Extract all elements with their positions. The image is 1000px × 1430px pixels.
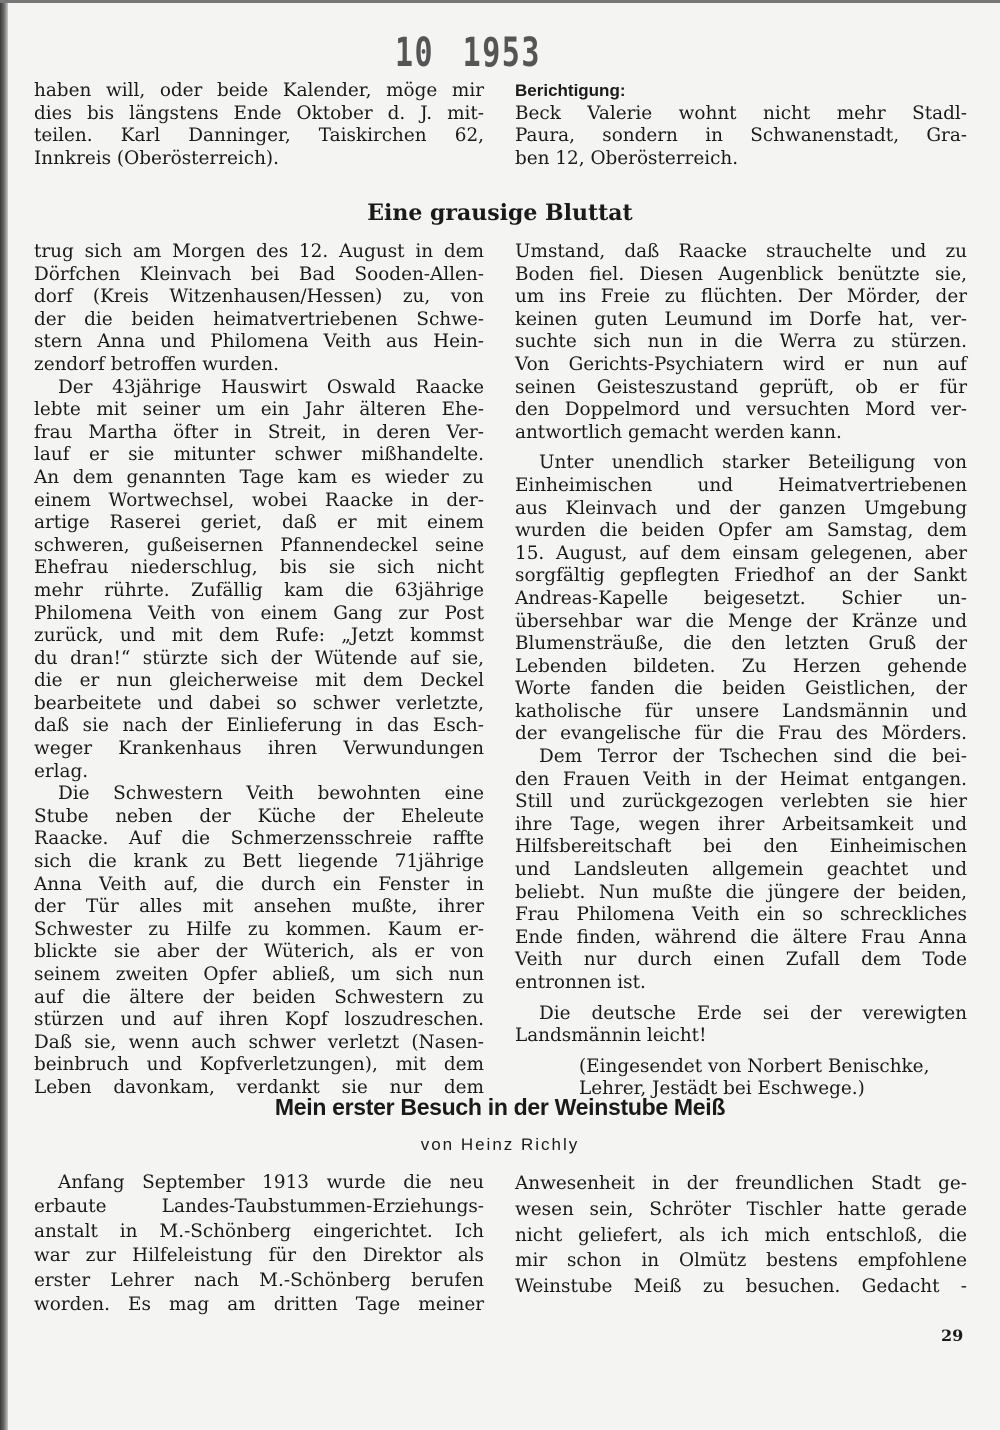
text-line: Daß sie, wenn auch schwer verletzt (Nasen-: [34, 1031, 484, 1053]
text-line: übersehbar war die Menge der Kränze und: [515, 610, 967, 632]
text-line: mehr rührte. Zufällig kam die 63jährige: [34, 579, 484, 601]
text-line: Schwester zu Hilfe zu kommen. Kaum er-: [34, 918, 484, 940]
page-number: 29: [941, 1326, 964, 1345]
text-line: Ende finden, während die ältere Frau Anna: [515, 926, 967, 948]
text-line: der Tür alles mit ansehen mußte, ihrer: [34, 896, 484, 918]
text-line: der evangelische für die Frau des Mörders.: [515, 723, 967, 745]
article2-right-column: [515, 1171, 967, 1300]
text-line: Weinstube Meiß zu besuchen. Gedacht -: [515, 1276, 967, 1298]
text-line: stürzen und auf ihren Kopf loszudreschen.: [34, 1009, 484, 1031]
text-line: Worte fanden die beiden Geistlichen, der: [515, 678, 967, 700]
text-line: dorf (Kreis Witzenhausen/Hessen) zu, von: [34, 286, 484, 308]
page-top-edge: [0, 0, 1000, 3]
text-line: stern Anna und Philomena Veith aus Hein-: [34, 331, 484, 353]
text-line: keinen guten Leumund im Dorfe hat, ver-: [515, 308, 967, 330]
text-line: ben 12, Oberösterreich.: [515, 147, 739, 169]
text-line: den Frauen Veith in der Heimat entgangen.: [515, 768, 967, 790]
top-left-fragment: [34, 80, 484, 170]
text-line: bearbeitete und dabei so schwer verletzte,: [34, 692, 484, 714]
text-line: daß sie nach der Einlieferung in das Esch-: [34, 715, 484, 737]
text-line: Boden fiel. Diesen Augenblick benützte sie,: [515, 263, 967, 285]
text-line: und Landsleuten allgemein geachtet und: [515, 859, 967, 881]
text-line: frau Martha öfter in Streit, in deren Ver-: [34, 421, 484, 443]
text-line: Leben davonkam, verdankt sie nur dem: [34, 1076, 484, 1098]
text-line: wesen sein, Schröter Tischler hatte gerade: [515, 1198, 967, 1220]
text-line: Still und zurückgezogen verlebten sie hier: [515, 791, 967, 813]
text-line: wurden die beiden Opfer am Samstag, dem: [515, 520, 967, 542]
text-line: einem Wortwechsel, wobei Raacke in der-: [34, 489, 484, 511]
text-line: Lehrer, Jestädt bei Eschwege.): [579, 1078, 865, 1100]
text-line: Lebenden bildeten. Zu Herzen gehende: [515, 655, 967, 677]
text-line: Anfang September 1913 wurde die neu: [58, 1172, 484, 1193]
text-line: Philomena Veith von einem Gang zur Post: [34, 602, 484, 624]
text-line: Frau Philomena Veith ein so schreckliches: [515, 904, 967, 926]
text-line: worden. Es mag am dritten Tage meiner: [34, 1294, 484, 1316]
text-line: nicht geliefert, als ich mich entschloß, die: [515, 1224, 967, 1246]
text-line: schweren, gußeisernen Pfannendeckel seine: [34, 534, 484, 556]
text-line: Der 43jährige Hauswirt Oswald Raacke: [58, 376, 484, 398]
text-line: entronnen ist.: [515, 972, 646, 993]
text-line: auf die ältere der beiden Schwestern zu: [34, 986, 484, 1008]
text-line: ihre Tage, wegen ihrer Arbeitsamkeit und: [515, 813, 967, 835]
text-line: teilen. Karl Danninger, Taiskirchen 62,: [34, 125, 484, 147]
text-line: Dörfchen Kleinvach bei Bad Sooden-Allen-: [34, 263, 484, 285]
text-line: dies bis längstens Ende Oktober d. J. mit-: [34, 102, 484, 124]
text-line: anstalt in M.-Schönberg eingerichtet. Ich: [34, 1220, 484, 1242]
text-line: Anwesenheit in der freundlichen Stadt ge-: [515, 1173, 967, 1194]
text-line: zurück, und mit dem Rufe: „Jetzt kommst: [34, 625, 484, 647]
text-line: lebte mit seiner um ein Jahr älteren Ehe-: [34, 399, 484, 421]
text-line: den Doppelmord und versuchten Mord ver-: [515, 399, 967, 421]
text-line: katholische für unsere Landsmännin und: [515, 700, 967, 722]
text-line: Beck Valerie wohnt nicht mehr Stadl-: [515, 102, 967, 124]
text-line: Innkreis (Oberösterreich).: [34, 147, 279, 169]
text-line: lauf er sie mitunter schwer mißhandelte.: [34, 444, 484, 466]
article-byline: von Heinz Richly: [420, 1135, 580, 1154]
text-line: suchte sich nun in die Werra zu stürzen.: [515, 331, 967, 353]
text-line: Umstand, daß Raacke strauchelte und zu: [515, 241, 967, 262]
text-line: sorgfältig gepflegten Friedhof an der Sankt: [515, 565, 967, 587]
text-line: der die beiden heimatvertriebenen Schwe-: [34, 308, 484, 330]
text-line: Die deutsche Erde sei der verewigten: [539, 1002, 967, 1024]
text-line: um ins Freie zu flüchten. Der Mörder, der: [515, 286, 967, 308]
text-line: Dem Terror der Tschechen sind die bei-: [539, 746, 967, 768]
correction-notice: [515, 80, 967, 170]
text-line: Von Gerichts-Psychiatern wird er nun auf: [515, 353, 967, 375]
text-line: weger Krankenhaus ihren Verwundungen: [34, 738, 484, 760]
text-line: Hilfsbereitschaft bei den Einheimischen: [515, 836, 967, 858]
text-line: zendorf betroffen wurden.: [34, 353, 279, 375]
text-line: sich die krank zu Bett liegende 71jährige: [34, 851, 484, 873]
article1-left-column: [34, 241, 484, 1100]
article-title: Eine grausige Bluttat: [367, 200, 633, 226]
text-line: Stube neben der Küche der Eheleute: [34, 805, 484, 827]
text-line: seinen Geisteszustand geprüft, ob er für: [515, 376, 967, 398]
text-line: (Eingesendet von Norbert Benischke,: [579, 1055, 930, 1077]
text-line: seinem zweiten Opfer abließ, um sich nun: [34, 964, 484, 985]
text-line: erlag.: [34, 760, 89, 782]
text-line: beliebt. Nun mußte die jüngere der beiden,: [515, 881, 967, 903]
text-line: antwortlich gemacht werden kann.: [515, 421, 842, 443]
text-line: erbaute Landes-Taubstummen-Erziehungs-: [34, 1196, 484, 1218]
date-stamp: 10 1953: [395, 30, 541, 76]
article-title: Mein erster Besuch in der Weinstube Meiß: [274, 1094, 726, 1120]
text-line: erster Lehrer nach M.-Schönberg berufen: [34, 1269, 484, 1291]
text-line: war zur Hilfeleistung für den Direktor als: [34, 1245, 484, 1267]
text-line: aus Kleinvach und der ganzen Umgebung: [515, 497, 967, 519]
text-line: haben will, oder beide Kalender, möge mir: [34, 80, 484, 101]
text-line: Andreas-Kapelle beigesetzt. Schier un-: [515, 587, 967, 609]
text-line: trug sich am Morgen des 12. August in dem: [34, 241, 484, 262]
text-line: blickte sie aber der Wüterich, als er von: [34, 941, 484, 963]
text-line: Blumensträuße, die den letzten Gruß der: [515, 633, 967, 655]
text-line: die er nun gleicherweise mit dem Deckel: [34, 670, 484, 692]
text-line: mir schon in Olmütz bestens empfohlene: [515, 1250, 967, 1272]
text-line: Paura, sondern in Schwanenstadt, Gra-: [515, 125, 967, 147]
text-line: Landsmännin leicht!: [515, 1025, 707, 1047]
text-line: Veith nur durch einen Zufall dem Tode: [515, 949, 967, 971]
text-line: Anna Veith auf, die durch ein Fenster in: [34, 873, 484, 895]
text-line: Die Schwestern Veith bewohnten eine: [58, 783, 484, 805]
article1-right-column: [515, 241, 967, 1101]
text-line: 15. August, auf dem einsam gelegenen, aber: [515, 542, 967, 564]
text-line: Raacke. Auf die Schmerzensschreie raffte: [34, 828, 484, 850]
text-line: Unter unendlich starker Beteiligung von: [539, 452, 967, 474]
article2-left-column: [34, 1171, 484, 1317]
text-line: beinbruch und Kopfverletzungen), mit dem: [34, 1054, 484, 1076]
text-line: du dran!“ stürzte sich der Wütende auf sie,: [34, 647, 484, 669]
text-line: artige Raserei geriet, daß er mit einem: [34, 512, 484, 534]
text-line: Ehefrau niederschlug, bis sie sich nicht: [34, 557, 484, 579]
text-line: Einheimischen und Heimatvertriebenen: [515, 474, 967, 496]
text-line: An dem genannten Tage kam es wieder zu: [34, 466, 484, 488]
correction-heading: Berichtigung:: [515, 81, 626, 100]
